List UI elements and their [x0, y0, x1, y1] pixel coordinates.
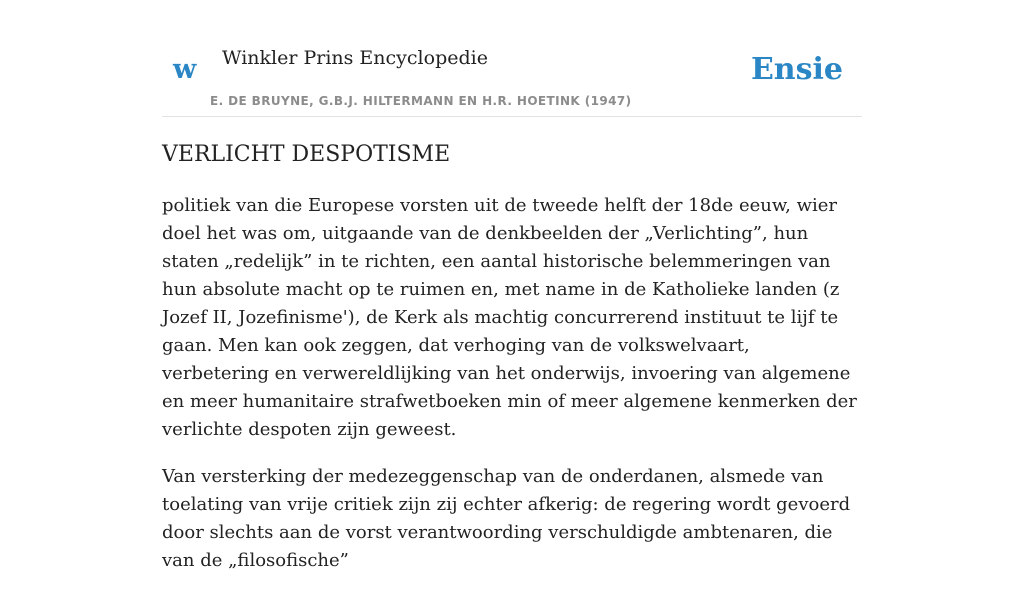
entry-title: VERLICHT DESPOTISME — [162, 142, 451, 167]
publication-authors: E. DE BRUYNE, G.B.J. HILTERMANN EN H.R. HOETINK (1947) — [210, 94, 632, 108]
entry-paragraph: Van versterking der medezeggenschap van de onderdanen, alsmede van toelating van vrije critiek zijn zij echter afkerig: de regering wordt gevoerd door slechts aan de vorst verantwoording verschuldigde ambtenaren, die van de „filosofische” — [162, 466, 851, 571]
ensie-brand-link[interactable]: Ensie — [750, 52, 843, 87]
publication-title[interactable]: Winkler Prins Encyclopedie — [222, 47, 488, 69]
publication-logo-icon[interactable]: w — [173, 54, 197, 85]
entry-body — [162, 192, 862, 594]
site-header — [162, 0, 862, 117]
entry-paragraph: politiek van die Europese vorsten uit de tweede helft der 18de eeuw, wier doel het was om, uitgaande van de denkbeelden der „Verlichting”, hun staten „redelijk” in te richten, een aantal historische belemmeringen van hun absolute macht op te ruimen en, met name in de Katholieke landen (z Jozef II, Jozefinisme'), de Kerk als machtig concurrerend instituut te lijf te gaan. Men kan ook zeggen, dat verhoging van de volkswelvaart, verbetering en verwereldlijking van het onderwijs, invoering van algemene en meer humanitaire strafwetboeken min of meer algemene kenmerken der verlichte despoten zijn geweest. — [162, 195, 857, 440]
